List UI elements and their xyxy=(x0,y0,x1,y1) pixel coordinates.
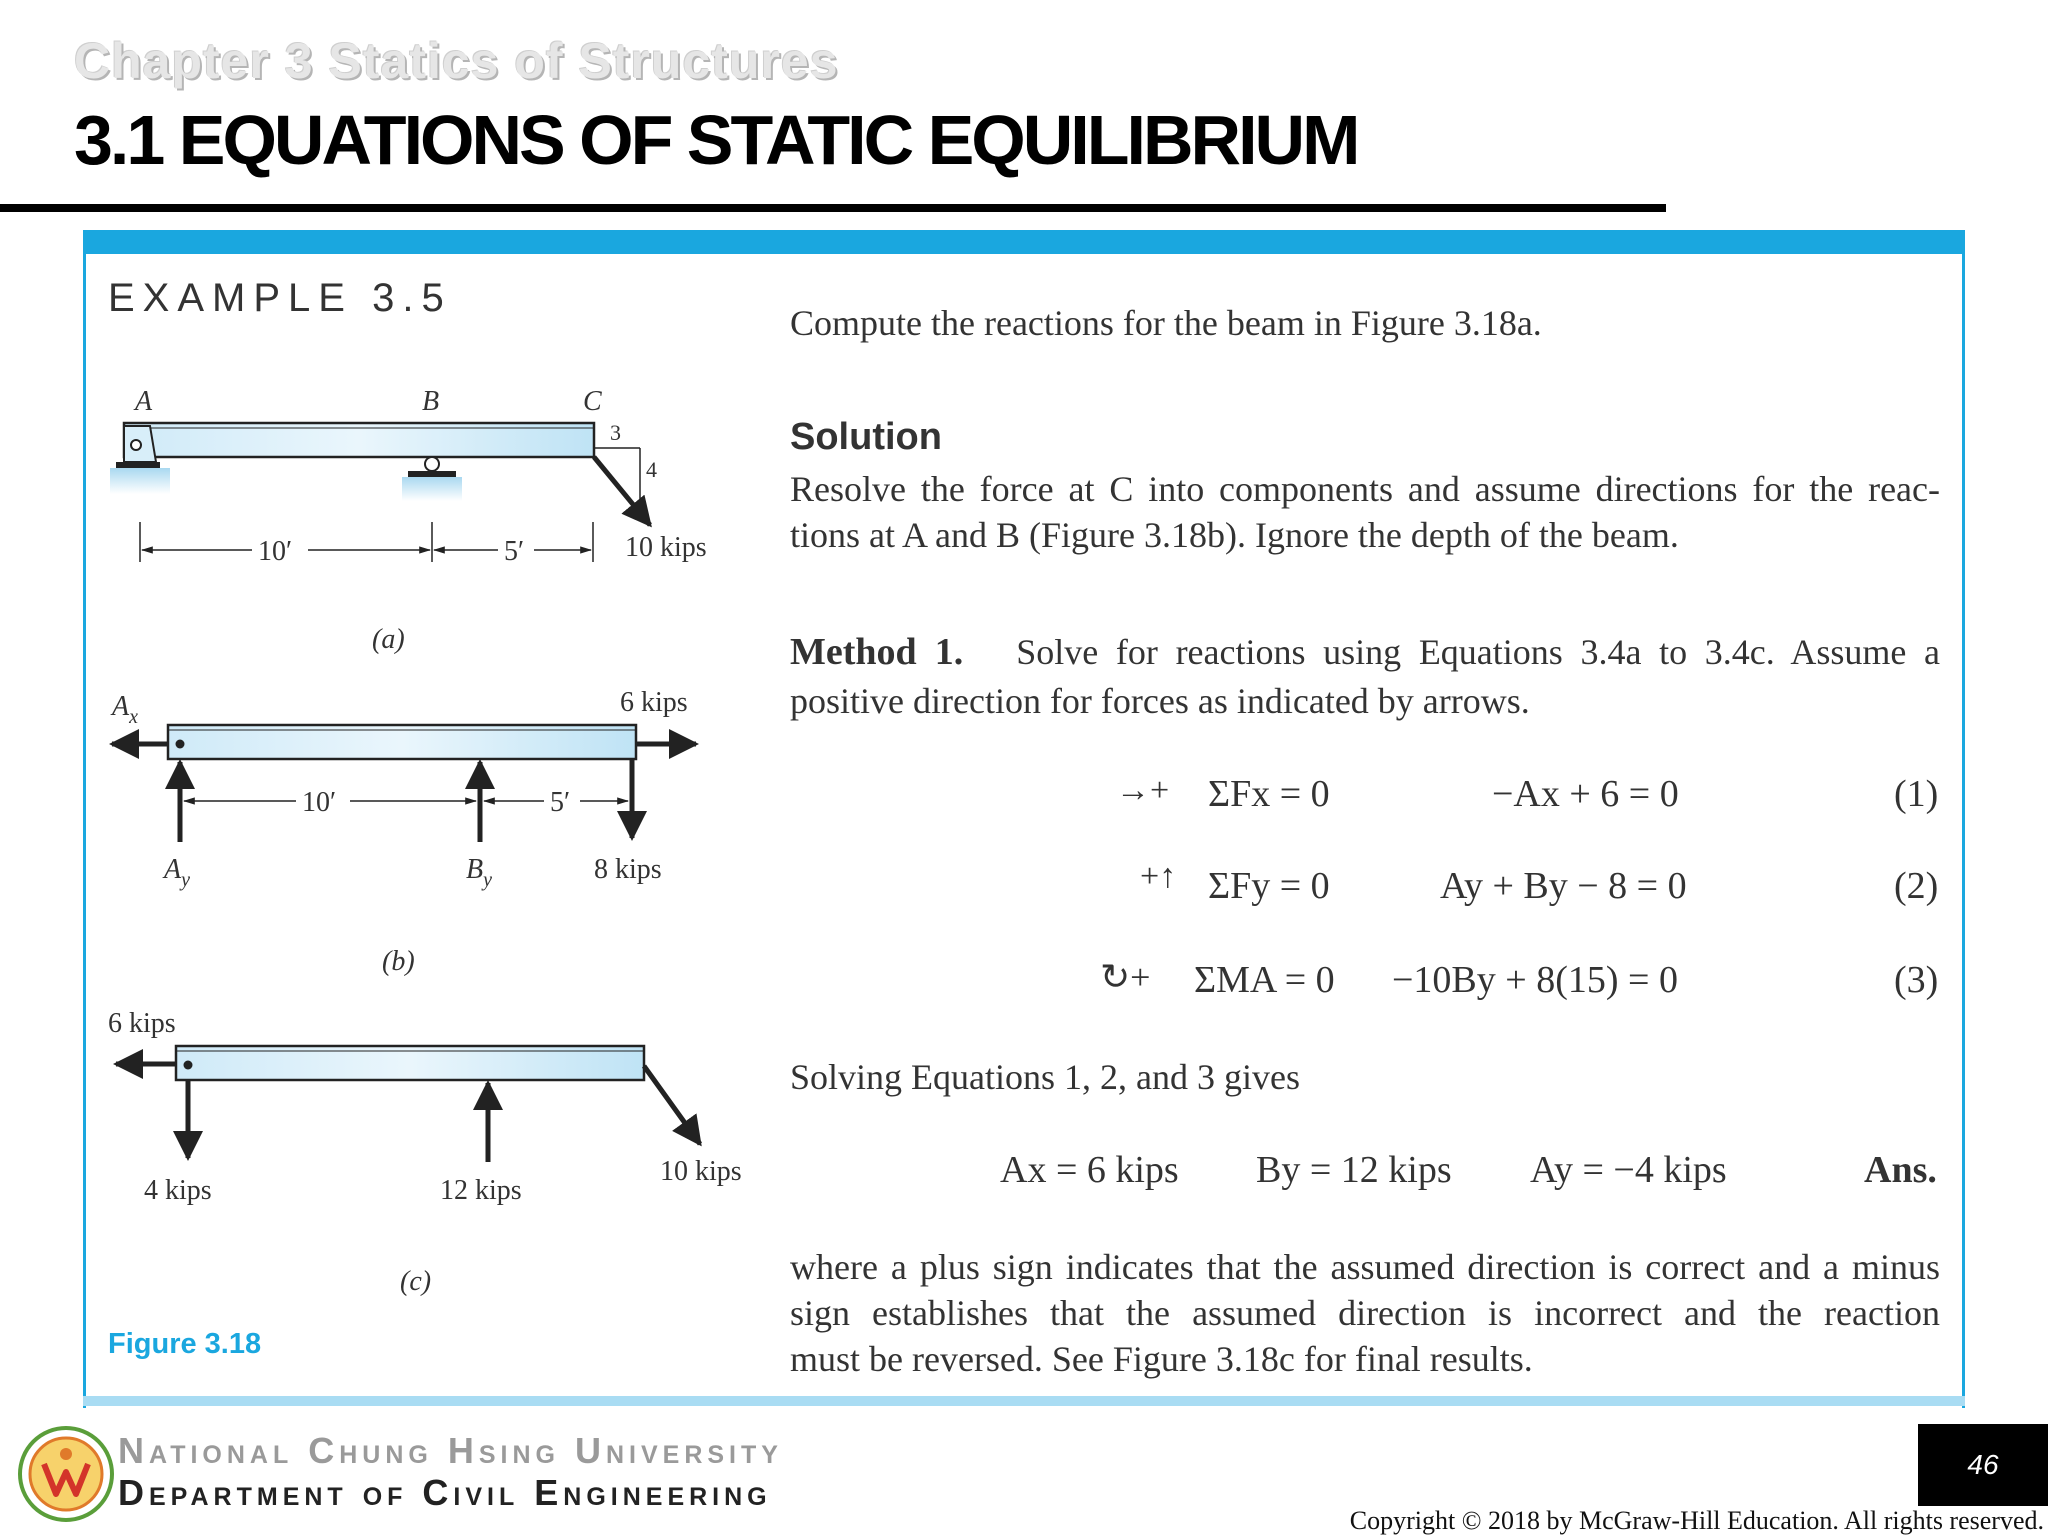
method-line-2: positive direction for forces as indicated by arrows. xyxy=(790,681,1530,721)
panel-top-bar xyxy=(83,230,1965,254)
fig-b-dim-10: 10′ xyxy=(302,787,337,818)
figure-c xyxy=(108,1008,742,1297)
eq3-rhs: −10By + 8(15) = 0 xyxy=(1392,959,1678,1001)
department-name: Department of Civil Engineering xyxy=(118,1472,772,1513)
method-label: Method 1. xyxy=(790,631,964,673)
university-name: National Chung Hsing University xyxy=(118,1430,783,1471)
fig-b-8kip-label: 8 kips xyxy=(594,854,662,885)
intro-text: Compute the reactions for the beam in Figure 3.18a. xyxy=(790,303,1542,343)
eq3-sign: ↻+ xyxy=(1100,957,1151,997)
fig-a-force-label: 10 kips xyxy=(625,532,707,563)
answer-ay: Ay = −4 kips xyxy=(1530,1149,1727,1191)
university-logo-icon xyxy=(16,1424,116,1524)
fig-a-slope-h: 3 xyxy=(610,420,621,445)
fig-c-4kip-label: 4 kips xyxy=(144,1175,212,1206)
fig-c-12kip-label: 12 kips xyxy=(440,1175,522,1206)
eq1-rhs: −Ax + 6 = 0 xyxy=(1492,773,1679,815)
fig-c-6kip-label: 6 kips xyxy=(108,1008,176,1039)
where-line-1: where a plus sign indicates that the assumed direction is correct and a minus xyxy=(790,1247,1940,1287)
fig-a-point-c: C xyxy=(583,386,602,417)
fig-b-by-label: $B_y$ xyxy=(466,854,492,891)
fig-c-10kip-label: 10 kips xyxy=(660,1156,742,1187)
fig-a-roller-support xyxy=(425,457,439,471)
answer-label: Ans. xyxy=(1864,1149,1937,1191)
answer-ax: Ax = 6 kips xyxy=(1000,1149,1179,1191)
eq2-rhs: Ay + By − 8 = 0 xyxy=(1440,865,1687,907)
fig-b-ax-label: $A_x$ xyxy=(112,691,138,728)
solution-heading: Solution xyxy=(790,416,942,458)
fig-a-point-a: A xyxy=(135,386,153,417)
fig-b-ay-label: $A_y$ xyxy=(164,854,190,891)
fig-c-10kip-arrow xyxy=(644,1066,700,1144)
eq1-lhs: ΣFx = 0 xyxy=(1208,773,1330,815)
copyright: Copyright © 2018 by McGraw-Hill Education. All rights reserved. xyxy=(1349,1506,2044,1535)
slide-title: 3.1 EQUATIONS OF STATIC EQUILIBRIUM xyxy=(74,101,1358,179)
solving-text: Solving Equations 1, 2, and 3 gives xyxy=(790,1057,1300,1097)
eq1-number: (1) xyxy=(1894,773,1939,815)
method-text: Solve for reactions using Equations 3.4a to 3.4c. Assume a xyxy=(1016,632,1941,672)
fig-b-dim-5: 5′ xyxy=(550,787,571,818)
where-line-2: sign establishes that the assumed direction is incorrect and the reaction xyxy=(790,1293,1940,1333)
answer-by: By = 12 kips xyxy=(1256,1149,1452,1191)
method-line-1 xyxy=(790,630,1940,674)
eq3-number: (3) xyxy=(1894,959,1939,1001)
figure-a xyxy=(110,386,707,655)
fig-b-top-force: 6 kips xyxy=(620,687,688,718)
resolve-line-2: tions at A and B (Figure 3.18b). Ignore the depth of the beam. xyxy=(790,515,1679,555)
title-rule xyxy=(0,204,1666,212)
fig-a-caption: (a) xyxy=(372,624,405,655)
eq2-number: (2) xyxy=(1894,865,1939,907)
panel-bottom-bar xyxy=(83,1396,1965,1406)
fig-a-point-b: B xyxy=(422,386,440,417)
eq2-sign: +↑ xyxy=(1140,858,1177,895)
eq3-lhs: ΣMA = 0 xyxy=(1194,959,1335,1001)
fig-a-dim-5: 5′ xyxy=(504,536,525,567)
eq2-lhs: ΣFy = 0 xyxy=(1208,865,1330,907)
where-line-3: must be reversed. See Figure 3.18c for final results. xyxy=(790,1339,1533,1379)
eq1-sign: →+ xyxy=(1116,772,1170,809)
figure-3-18 xyxy=(100,370,760,1320)
figure-caption: Figure 3.18 xyxy=(108,1328,262,1360)
resolve-line-1: Resolve the force at C into components and assume directions for the reac- xyxy=(790,469,1940,509)
figure-b xyxy=(110,687,696,977)
fig-a-dim-10: 10′ xyxy=(258,536,293,567)
example-label: EXAMPLE 3.5 xyxy=(108,276,452,320)
fig-b-caption: (b) xyxy=(382,946,415,977)
page-number: 46 xyxy=(1918,1424,2048,1506)
chapter-title: Chapter 3 Statics of Structures xyxy=(74,33,839,89)
fig-c-caption: (c) xyxy=(400,1266,432,1297)
fig-a-slope-v: 4 xyxy=(646,457,657,482)
fig-a-force-arrow xyxy=(594,457,650,525)
